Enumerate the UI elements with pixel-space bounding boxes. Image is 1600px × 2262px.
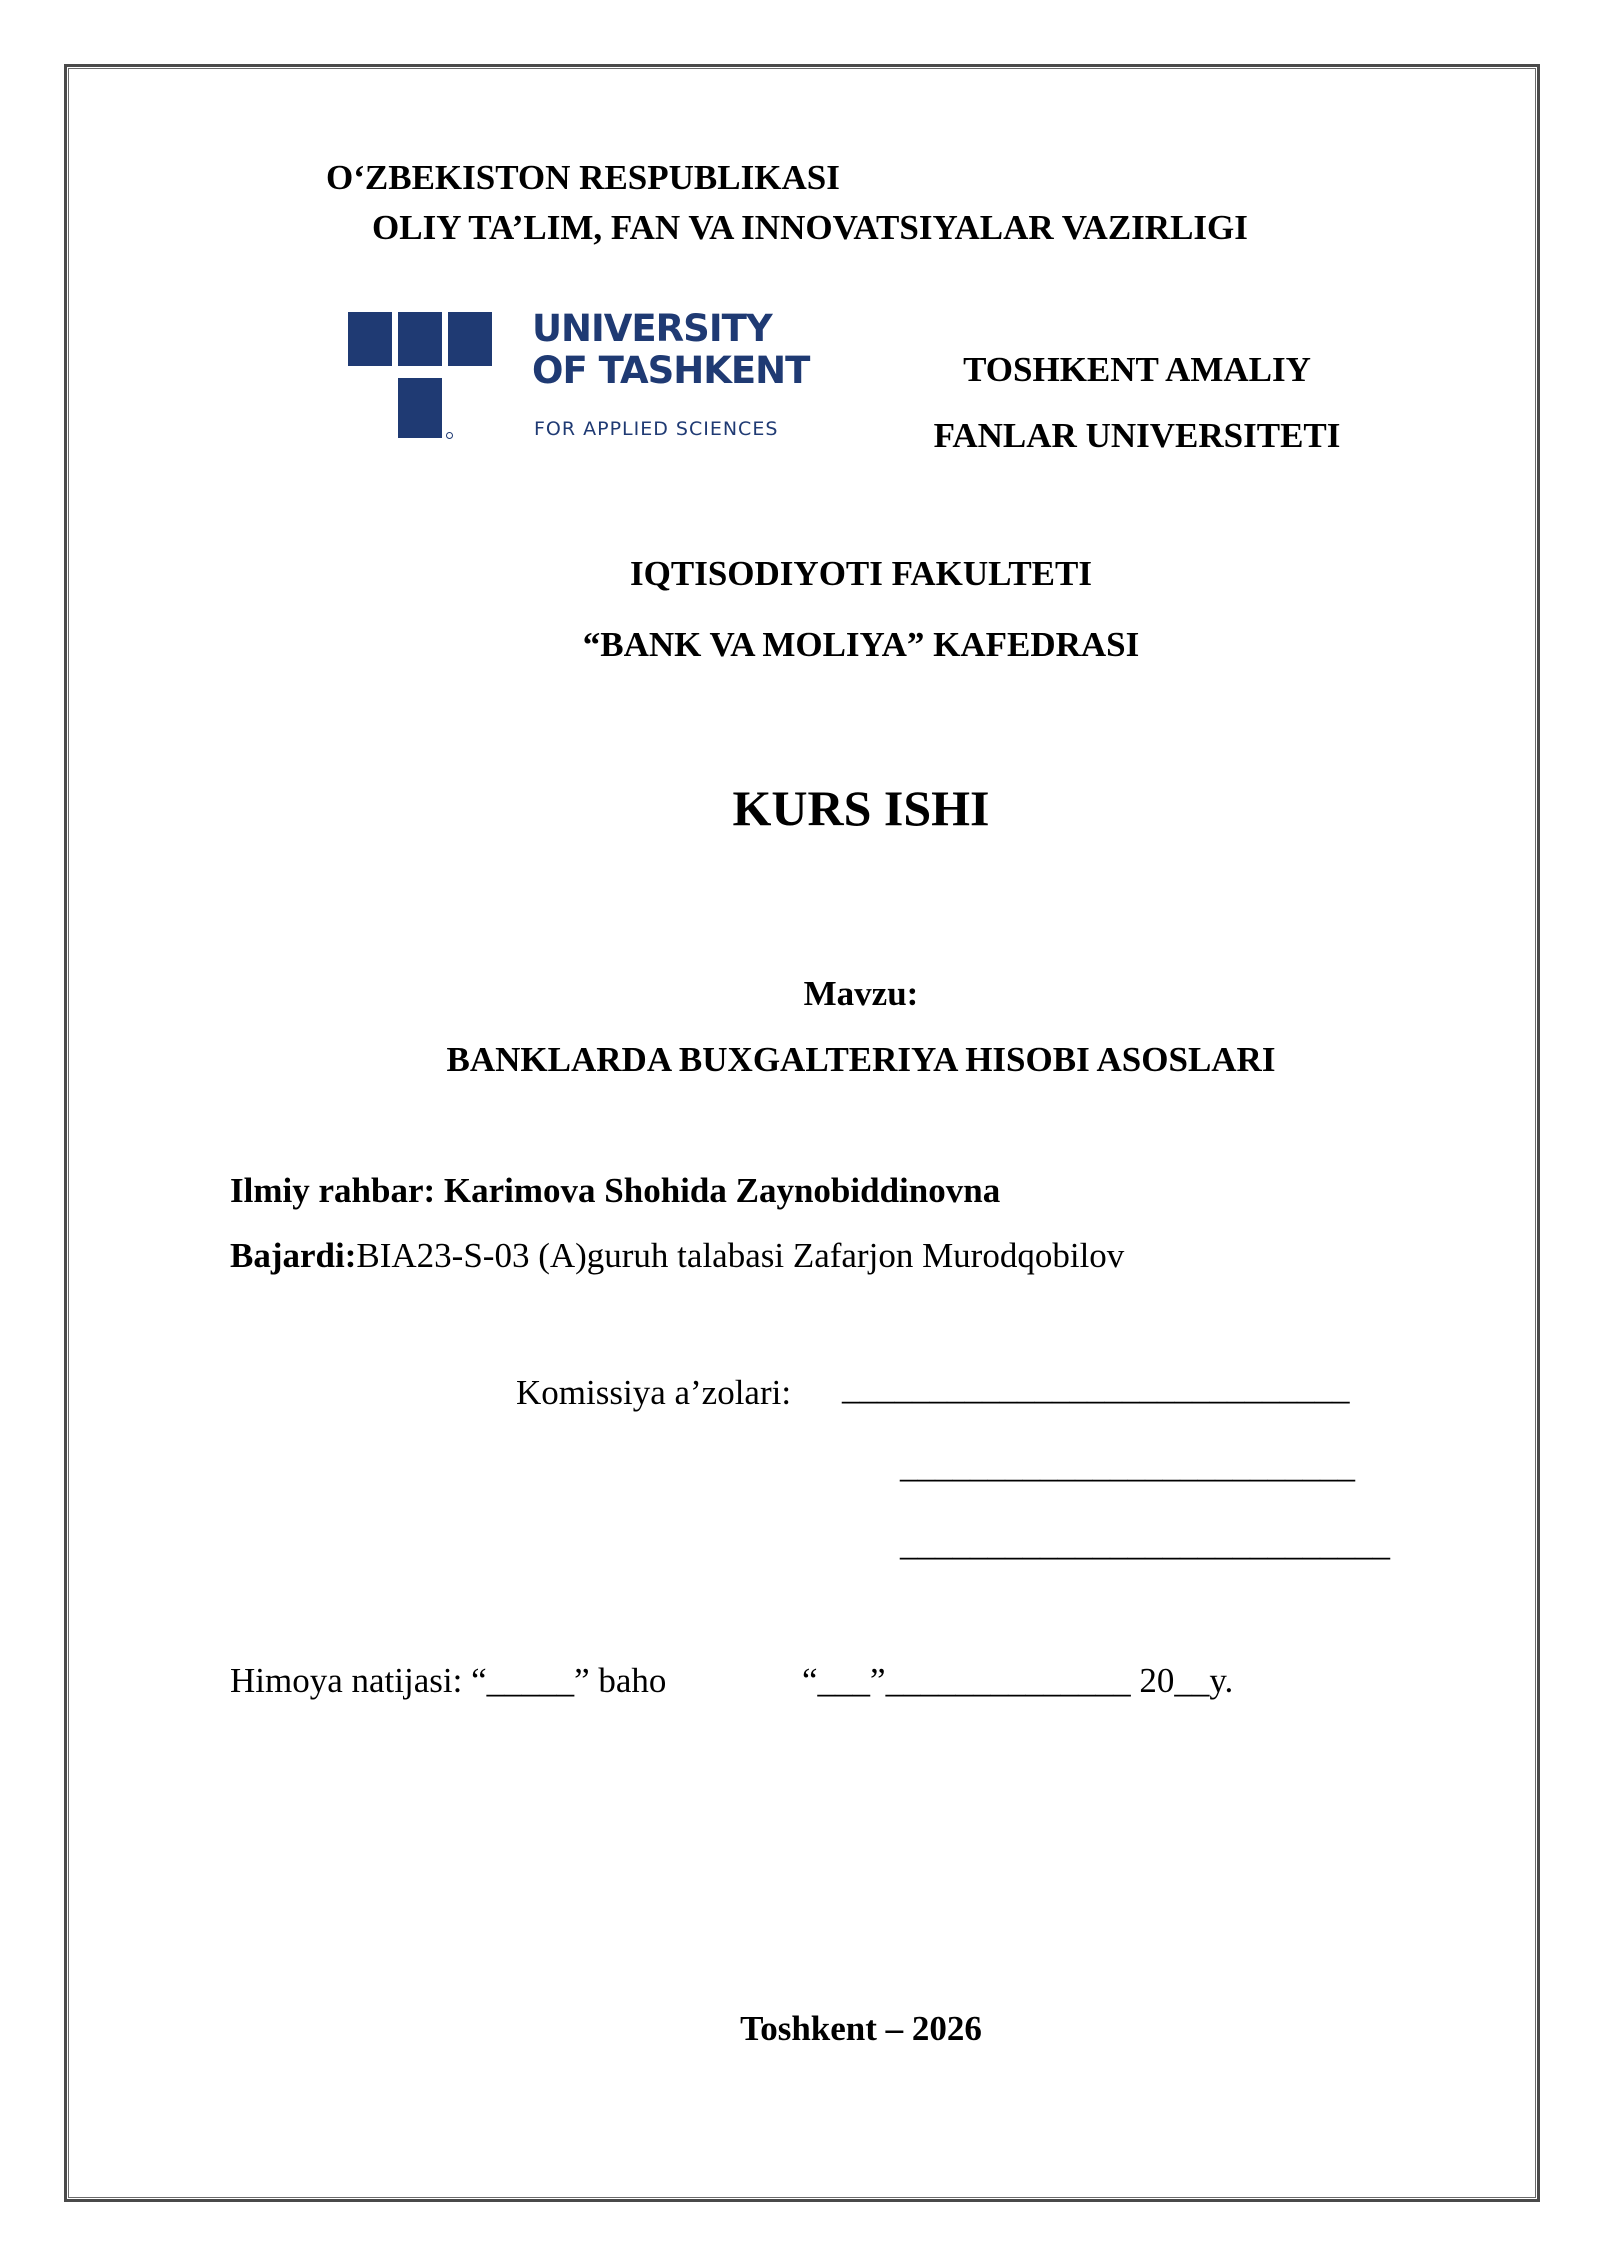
logo-word-tashkent: OF TASHKENT: [532, 349, 810, 392]
commission-line-1: _____________________________: [842, 1368, 1350, 1407]
supervisor-label: Ilmiy rahbar:: [230, 1171, 436, 1210]
country-heading: O‘ZBEKISTON RESPUBLIKASI: [326, 158, 840, 197]
place-and-year: Toshkent – 2026: [740, 2009, 982, 2048]
author-info: BIA23-S-03 (A)guruh talabasi Zafarjon Murodqobilov: [356, 1236, 1125, 1275]
logo-block-center: [398, 312, 442, 366]
document-title: KURS ISHI: [732, 780, 990, 836]
department-name: “BANK VA MOLIYA” KAFEDRASI: [582, 625, 1140, 664]
logo-block-right: [448, 312, 492, 366]
topic-label: Mavzu:: [803, 974, 919, 1013]
defense-result: Himoya natijasi: “_____” baho: [230, 1661, 667, 1700]
commission-line-2: __________________________: [900, 1446, 1355, 1485]
supervisor-line: [230, 1173, 1000, 1208]
university-logo: [348, 307, 810, 448]
commission-label: Komissiya a’zolari:: [516, 1373, 792, 1412]
registered-mark-icon: [446, 432, 453, 439]
logo-block-left: [348, 312, 392, 366]
university-name-line2: FANLAR UNIVERSITETI: [933, 416, 1341, 455]
logo-tagline: FOR APPLIED SCIENCES: [534, 418, 779, 440]
university-name-line1: TOSHKENT AMALIY: [963, 350, 1311, 389]
topic-title: BANKLARDA BUXGALTERIYA HISOBI ASOSLARI: [446, 1040, 1276, 1079]
faculty-name: IQTISODIYOTI FAKULTETI: [630, 554, 1092, 593]
author-line: [230, 1238, 1124, 1273]
ministry-heading: OLIY TA’LIM, FAN VA INNOVATSIYALAR VAZIRLIGI: [372, 208, 1248, 247]
commission-line-3: ____________________________: [900, 1524, 1390, 1563]
defense-date: “___”______________ 20__y.: [802, 1661, 1234, 1700]
supervisor-name: Karimova Shohida Zaynobiddinovna: [443, 1171, 1001, 1210]
author-label: Bajardi:: [230, 1236, 357, 1275]
logo-word-university: UNIVERSITY: [532, 307, 772, 350]
logo-block-stem: [398, 378, 442, 438]
